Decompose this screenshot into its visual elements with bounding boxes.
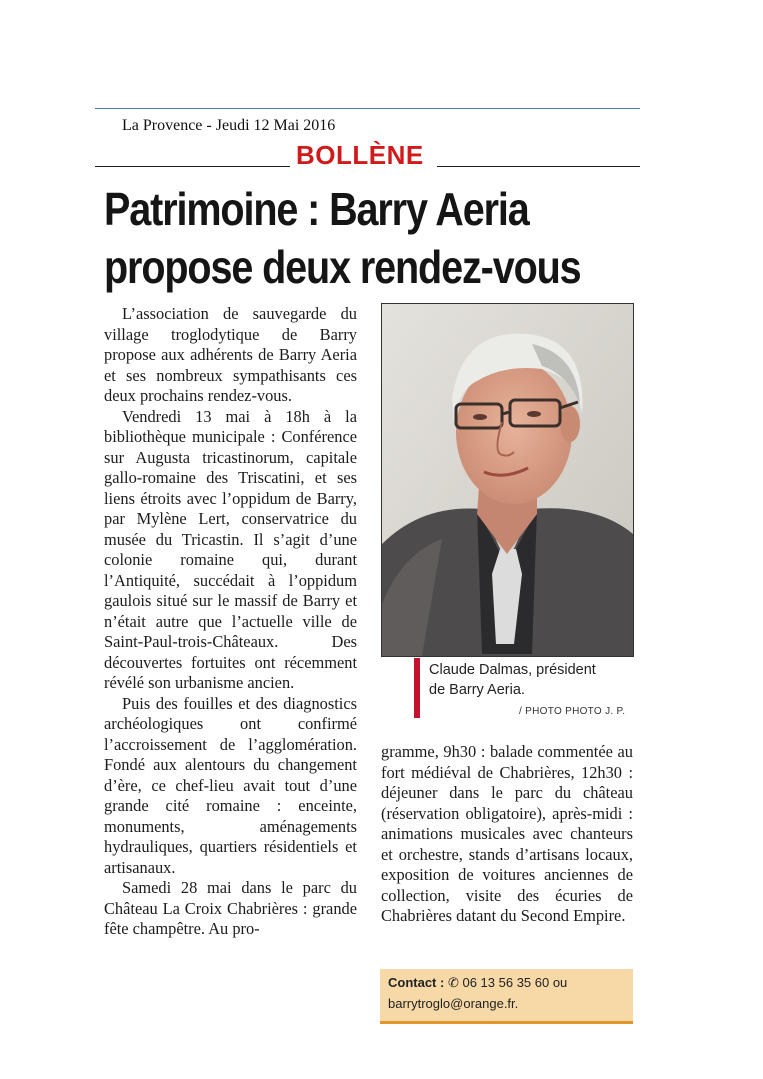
rubric-rule-right <box>437 166 640 167</box>
article-paragraph: gramme, 9h30 : balade commentée au fort médiéval de Chabrières, 12h30 : déjeuner dans le parc du château (réservation obligatoire), après-midi : animations musicales avec chanteurs et orchestre, stands d’artisans locaux, exposition de voitures anciennes de collection, visite des écuries de Chabrières datant du Second Empire. <box>381 742 633 925</box>
article-paragraph: L’association de sauvegarde du village troglodytique de Barry propose aux adhérents de Barry Aeria et ses nombreux sympathisants ces deux prochains rendez-vous. <box>104 304 357 405</box>
contact-box <box>380 969 633 1024</box>
contact-label: Contact : <box>388 975 445 990</box>
article-paragraph: Vendredi 13 mai à 18h à la bibliothèque municipale : Conférence sur Augusta tricastinorum, capitale gallo-romaine des Triscatini, et ses liens étroits avec l’oppidum de Barry, par Mylène Lert, conservatrice du musée du Tricastin. Il s’agit d’une colonie romaine qui, durant l’Antiquité, succédait à l’oppidum gaulois situé sur le massif de Barry et n’était autre que l’actuelle ville de Saint-Paul-trois-Châteaux. Des découvertes fortuites ont récemment révélé son urbanisme ancien. <box>104 406 357 692</box>
headline-line-1: Patrimoine : Barry Aeria <box>104 183 529 235</box>
article-column-right <box>381 742 633 927</box>
article-column-left <box>104 304 357 940</box>
contact-phone: ✆ 06 13 56 35 60 ou <box>447 975 568 990</box>
rubric-rule-left <box>95 166 285 167</box>
section-rubric: BOLLÈNE <box>296 140 424 170</box>
caption-accent-bar <box>414 658 420 718</box>
rubric-rule-left-short <box>262 166 290 167</box>
publication-line: La Provence - Jeudi 12 Mai 2016 <box>122 117 336 134</box>
caption-line-2: de Barry Aeria. <box>429 682 525 698</box>
article-paragraph: Puis des fouilles et des diagnostics archéologiques ont confirmé l’accroissement de l’agglomération. Fondé aux alentours du changement d’ère, ce chef-lieu avait tout d’une grande cité romaine : enceinte, monuments, aménagements hydrauliques, quartiers résidentiels et artisanaux. <box>104 693 357 877</box>
contact-line-1 <box>388 975 567 991</box>
photo-caption <box>429 660 639 700</box>
headline-line-2: propose deux rendez-vous <box>104 241 581 293</box>
article-paragraph: Samedi 28 mai dans le parc du Château La Croix Chabrières : grande fête champêtre. Au pro- <box>104 878 357 938</box>
headline <box>104 180 581 296</box>
portrait-photo <box>381 303 634 657</box>
contact-email: barrytroglo@orange.fr. <box>388 996 519 1011</box>
caption-line-1: Claude Dalmas, président <box>429 662 596 678</box>
portrait-illustration <box>382 304 633 656</box>
photo-credit: / PHOTO PHOTO J. P. <box>519 706 626 717</box>
top-rule <box>95 108 640 109</box>
